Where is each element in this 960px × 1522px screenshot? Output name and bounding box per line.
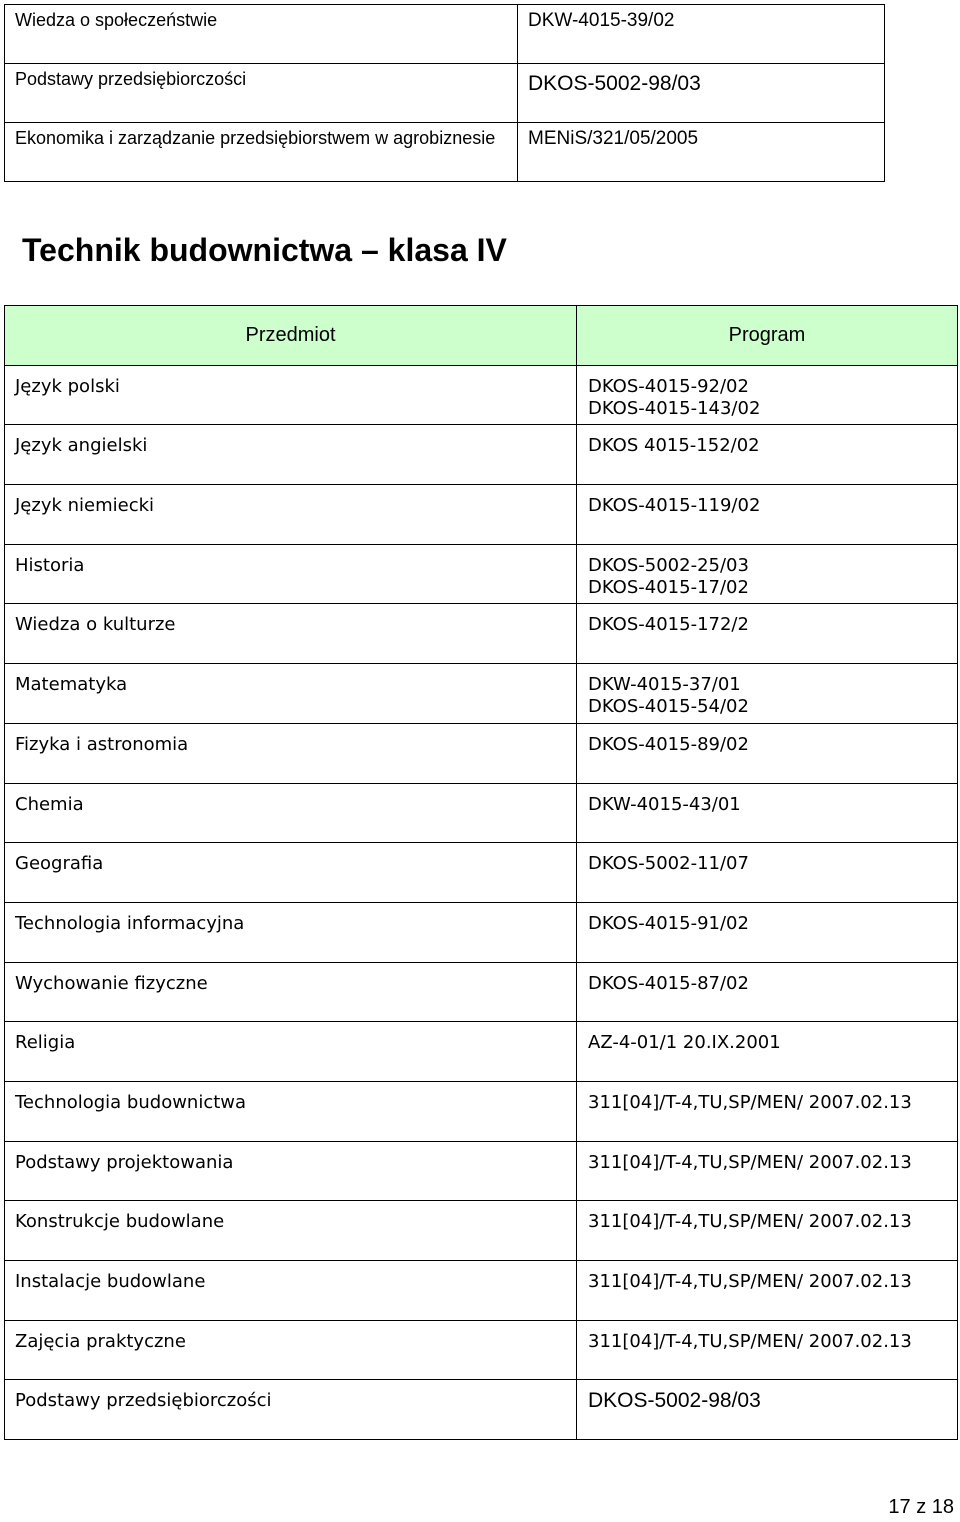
subject-cell: Zajęcia praktyczne — [5, 1320, 577, 1380]
table-row — [5, 123, 885, 182]
program-code: 311[04]/T-4,TU,SP/MEN/ 2007.02.13 — [588, 1330, 912, 1352]
program-code: DKOS-4015-54/02 — [588, 696, 749, 718]
program-cell — [577, 1022, 958, 1082]
program-cell — [577, 902, 958, 962]
table-row — [5, 64, 885, 123]
subject-cell: Język polski — [5, 365, 577, 425]
table-row — [5, 1380, 958, 1440]
table-row — [5, 544, 958, 604]
subjects-programs-table — [4, 305, 958, 1440]
table-header-row — [5, 306, 958, 366]
program-column-header: Program — [577, 306, 958, 366]
subject-cell: Podstawy przedsiębiorczości — [5, 64, 518, 123]
program-cell — [577, 1380, 958, 1440]
program-code: 311[04]/T-4,TU,SP/MEN/ 2007.02.13 — [588, 1091, 912, 1113]
table-row — [5, 962, 958, 1022]
program-cell — [577, 664, 958, 724]
program-cell — [577, 783, 958, 843]
subject-cell: Chemia — [5, 783, 577, 843]
subject-column-header: Przedmiot — [5, 306, 577, 366]
table-row — [5, 425, 958, 485]
table-row — [5, 1320, 958, 1380]
table-row — [5, 5, 885, 64]
program-cell — [577, 843, 958, 903]
program-cell — [577, 1201, 958, 1261]
program-code: DKOS-5002-25/03 — [588, 554, 749, 576]
subject-cell: Konstrukcje budowlane — [5, 1201, 577, 1261]
program-code: 311[04]/T-4,TU,SP/MEN/ 2007.02.13 — [588, 1271, 912, 1292]
table-row — [5, 1141, 958, 1201]
program-cell — [577, 1261, 958, 1321]
table-row — [5, 604, 958, 664]
table-row — [5, 843, 958, 903]
program-code: DKOS-4015-91/02 — [588, 912, 749, 934]
subject-cell: Podstawy przedsiębiorczości — [5, 1380, 577, 1440]
program-cell — [577, 1081, 958, 1141]
subject-cell: Instalacje budowlane — [5, 1261, 577, 1321]
program-cell — [577, 544, 958, 604]
table-row — [5, 1261, 958, 1321]
subject-cell: Technologia budownictwa — [5, 1081, 577, 1141]
table-row — [5, 1081, 958, 1141]
table-row — [5, 485, 958, 545]
subject-cell: Język niemiecki — [5, 485, 577, 545]
table-row — [5, 902, 958, 962]
program-code: DKOS 4015-152/02 — [588, 435, 760, 457]
program-code: 311[04]/T-4,TU,SP/MEN/ 2007.02.13 — [588, 1151, 912, 1173]
program-cell: MENiS/321/05/2005 — [518, 123, 885, 182]
table-row — [5, 664, 958, 724]
program-code: DKOS-4015-92/02 — [588, 375, 749, 397]
program-code: AZ-4-01/1 20.IX.2001 — [588, 1032, 781, 1054]
program-cell — [577, 425, 958, 485]
program-code: DKOS-4015-172/2 — [588, 614, 749, 636]
program-code: DKOS-5002-98/03 — [588, 1389, 761, 1413]
section-title: Technik budownictwa – klasa IV — [22, 232, 507, 268]
program-cell: DKOS-5002-98/03 — [518, 64, 885, 123]
program-cell — [577, 723, 958, 783]
program-cell — [577, 604, 958, 664]
subject-cell: Geografia — [5, 843, 577, 903]
subject-cell: Historia — [5, 544, 577, 604]
subject-cell: Technologia informacyjna — [5, 902, 577, 962]
subject-cell: Fizyka i astronomia — [5, 723, 577, 783]
table-row — [5, 1022, 958, 1082]
subject-cell: Wiedza o społeczeństwie — [5, 5, 518, 64]
subject-cell: Podstawy projektowania — [5, 1141, 577, 1201]
subject-cell: Religia — [5, 1022, 577, 1082]
previous-programs-table — [4, 4, 885, 182]
subject-cell: Matematyka — [5, 664, 577, 724]
program-code: DKOS-5002-11/07 — [588, 853, 749, 875]
program-code: 311[04]/T-4,TU,SP/MEN/ 2007.02.13 — [588, 1211, 912, 1233]
program-code: DKOS-4015-119/02 — [588, 495, 761, 517]
subject-cell: Ekonomika i zarządzanie przedsiębiorstwem w agrobiznesie — [5, 123, 518, 182]
program-cell — [577, 1141, 958, 1201]
table-row — [5, 1201, 958, 1261]
program-cell — [577, 485, 958, 545]
subject-cell: Wychowanie fizyczne — [5, 962, 577, 1022]
program-cell — [577, 365, 958, 425]
program-cell: DKW-4015-39/02 — [518, 5, 885, 64]
subject-cell: Wiedza o kulturze — [5, 604, 577, 664]
table-row — [5, 723, 958, 783]
program-code: DKOS-4015-87/02 — [588, 972, 749, 994]
program-code: DKOS-4015-143/02 — [588, 397, 761, 419]
program-code: DKW-4015-43/01 — [588, 793, 741, 815]
program-cell — [577, 962, 958, 1022]
program-code: DKW-4015-37/01 — [588, 674, 741, 696]
program-code: DKOS-4015-17/02 — [588, 576, 749, 598]
table-row — [5, 365, 958, 425]
program-cell — [577, 1320, 958, 1380]
page-number: 17 z 18 — [888, 1496, 954, 1518]
program-code: DKOS-4015-89/02 — [588, 733, 749, 755]
subject-cell: Język angielski — [5, 425, 577, 485]
table-row — [5, 783, 958, 843]
